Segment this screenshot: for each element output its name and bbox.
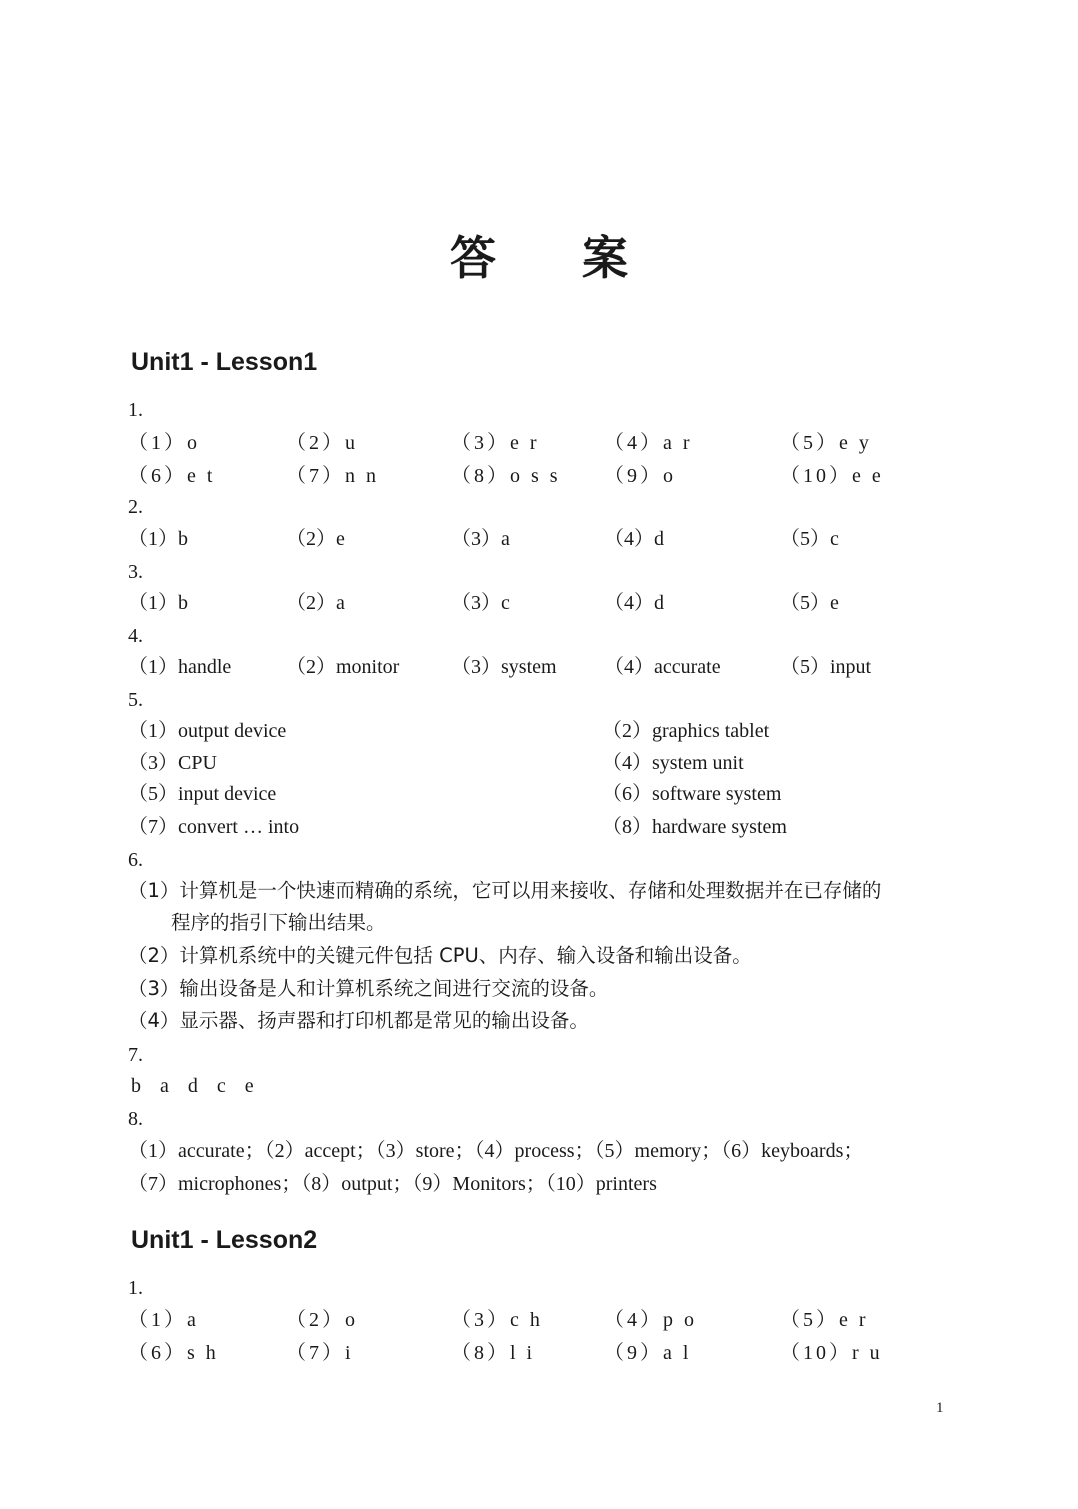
answer-cell: （2）u bbox=[286, 432, 358, 454]
answer-cell: （3）c h bbox=[451, 1309, 543, 1331]
answer-cell: （5）e bbox=[780, 592, 839, 614]
l1-q7-answer: b a d c e bbox=[131, 1075, 254, 1097]
answer-cell: （3）e r bbox=[451, 432, 540, 454]
answer-cell: （4）system unit bbox=[602, 752, 744, 774]
answer-cell: （4）p o bbox=[604, 1309, 697, 1331]
answer-cell: （9）a l bbox=[604, 1342, 692, 1364]
l1-q1-number: 1. bbox=[128, 399, 143, 421]
l1-q4-number: 4. bbox=[128, 625, 143, 647]
title-char-2: 案 bbox=[582, 231, 628, 285]
answer-cell: （2）monitor bbox=[286, 656, 400, 678]
l1-q3-row bbox=[0, 588, 1078, 618]
lesson2-heading: Unit1 - Lesson2 bbox=[131, 1226, 318, 1254]
answer-cell: （1）o bbox=[128, 432, 200, 454]
l1-q6-line: 程序的指引下输出结果。 bbox=[171, 911, 386, 934]
l1-q8-line: （1）accurate；（2）accept；（3）store；（4）process；（5）memory；（6）keyboards； bbox=[128, 1140, 864, 1162]
title-char-1: 答 bbox=[450, 231, 496, 285]
answer-cell: （5）e y bbox=[780, 432, 872, 454]
l1-q5-row3 bbox=[0, 779, 1078, 809]
answer-cell: （1）output device bbox=[128, 720, 287, 742]
l1-q6-line: （1）计算机是一个快速而精确的系统，它可以用来接收、存储和处理数据并在已存储的 bbox=[128, 879, 882, 902]
l1-q6-line: （2）计算机系统中的关键元件包括 CPU、内存、输入设备和输出设备。 bbox=[128, 944, 752, 967]
answer-cell: （8）hardware system bbox=[602, 816, 787, 838]
answer-cell: （2）graphics tablet bbox=[602, 720, 770, 742]
answer-cell: （1）b bbox=[128, 528, 188, 550]
answer-cell: （6）s h bbox=[128, 1342, 219, 1364]
answer-cell: （6）e t bbox=[128, 465, 216, 487]
l1-q1-row2 bbox=[0, 461, 1078, 491]
l2-q1-number: 1. bbox=[128, 1277, 143, 1299]
l1-q8-number: 8. bbox=[128, 1108, 143, 1130]
l2-q1-row1 bbox=[0, 1305, 1078, 1335]
l1-q7-number: 7. bbox=[128, 1044, 143, 1066]
answer-cell: （1）a bbox=[128, 1309, 199, 1331]
answer-cell: （5）c bbox=[780, 528, 839, 550]
l1-q5-row4 bbox=[0, 812, 1078, 842]
answer-cell: （8）l i bbox=[451, 1342, 536, 1364]
answer-cell: （5）input bbox=[780, 656, 872, 678]
l1-q2-row bbox=[0, 524, 1078, 554]
answer-cell: （4）a r bbox=[604, 432, 693, 454]
lesson1-heading: Unit1 - Lesson1 bbox=[131, 348, 318, 376]
answer-cell: （1）b bbox=[128, 592, 188, 614]
answer-cell: （1）handle bbox=[128, 656, 232, 678]
l1-q5-row2 bbox=[0, 748, 1078, 778]
answer-cell: （8）o s s bbox=[451, 465, 561, 487]
l2-q1-row2 bbox=[0, 1338, 1078, 1368]
answer-cell: （7）convert … into bbox=[128, 816, 300, 838]
answer-cell: （5）input device bbox=[128, 783, 277, 805]
l1-q5-number: 5. bbox=[128, 689, 143, 711]
answer-cell: （10）r u bbox=[780, 1342, 883, 1364]
l1-q6-line: （4）显示器、扬声器和打印机都是常见的输出设备。 bbox=[128, 1009, 589, 1032]
l1-q5-row1 bbox=[0, 716, 1078, 746]
answer-cell: （7）i bbox=[286, 1342, 354, 1364]
l1-q6-number: 6. bbox=[128, 849, 143, 871]
answer-cell: （7）n n bbox=[286, 465, 379, 487]
l1-q6-line: （3）输出设备是人和计算机系统之间进行交流的设备。 bbox=[128, 977, 609, 1000]
l1-q1-row1 bbox=[0, 428, 1078, 458]
answer-cell: （2）a bbox=[286, 592, 345, 614]
answer-cell: （5）e r bbox=[780, 1309, 869, 1331]
answer-cell: （3）CPU bbox=[128, 752, 217, 774]
page-number: 1 bbox=[936, 1400, 944, 1416]
l1-q2-number: 2. bbox=[128, 496, 143, 518]
answer-cell: （4）d bbox=[604, 528, 664, 550]
answer-cell: （3）c bbox=[451, 592, 510, 614]
answer-cell: （4）d bbox=[604, 592, 664, 614]
answer-cell: （3）system bbox=[451, 656, 557, 678]
answer-cell: （6）software system bbox=[602, 783, 782, 805]
answer-cell: （2）o bbox=[286, 1309, 358, 1331]
answer-cell: （10）e e bbox=[780, 465, 884, 487]
page-title bbox=[0, 222, 1078, 292]
answer-cell: （2）e bbox=[286, 528, 345, 550]
l1-q4-row bbox=[0, 652, 1078, 682]
answer-cell: （9）o bbox=[604, 465, 676, 487]
answer-cell: （4）accurate bbox=[604, 656, 721, 678]
l1-q3-number: 3. bbox=[128, 561, 143, 583]
answer-cell: （3）a bbox=[451, 528, 510, 550]
l1-q8-line: （7）microphones；（8）output；（9）Monitors；（10）printers bbox=[128, 1173, 657, 1195]
